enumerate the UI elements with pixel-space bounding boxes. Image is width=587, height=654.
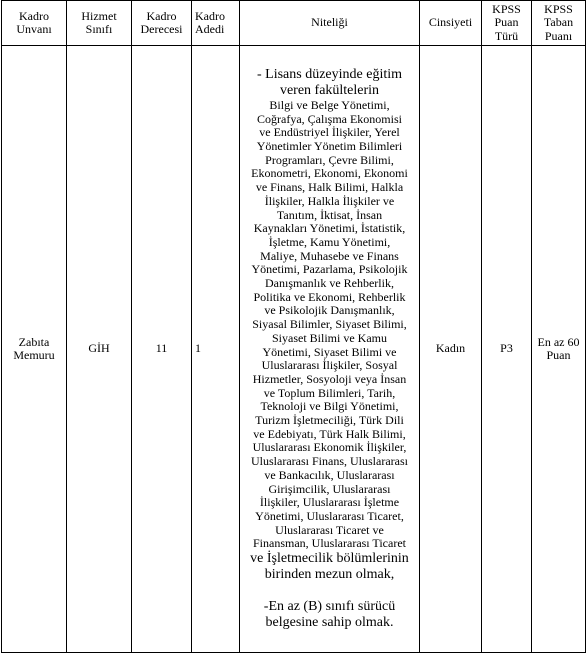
niteligi-body-line: Bilgi ve Belge Yönetimi, bbox=[269, 97, 390, 112]
niteligi-license bbox=[243, 599, 416, 631]
niteligi-closing-line: birinden mezun olmak, bbox=[264, 567, 395, 583]
niteligi-body-line: İlişkiler, Halkla İlişkiler ve bbox=[264, 193, 395, 208]
cell-kpss-taban-puani: En az 60 Puan bbox=[532, 46, 586, 653]
cell-niteligi bbox=[240, 46, 420, 653]
niteligi-body-line: ve Endüstriyel İlişkiler, Yerel bbox=[259, 125, 400, 140]
niteligi-intro bbox=[243, 67, 416, 99]
niteligi-body bbox=[243, 99, 416, 551]
niteligi-body-line: Teknoloji ve Bilgi Yönetimi, bbox=[260, 399, 399, 414]
niteligi-body-line: Hizmetler, Sosyoloji veya İnsan bbox=[252, 371, 407, 386]
niteligi-license-line: belgesine sahip olmak. bbox=[265, 615, 394, 631]
niteligi-body-line: Uluslararası İlişkiler, Sosyal bbox=[261, 358, 398, 373]
niteligi-body-line: İşletme, Kamu Yönetimi, bbox=[268, 234, 391, 249]
table-row bbox=[2, 46, 586, 653]
niteligi-body-line: ve Toplum Bilimleri, Tarih, bbox=[263, 385, 396, 400]
header-kadro-unvani: Kadro Unvanı bbox=[2, 1, 67, 46]
niteligi-body-line: Yönetimi, Pazarlama, Psikolojik bbox=[251, 262, 408, 277]
header-kpss-taban-puani: KPSS Taban Puanı bbox=[532, 1, 586, 46]
niteligi-body-line: Coğrafya, Çalışma Ekonomisi bbox=[257, 111, 402, 126]
cell-kadro-adedi: 1 bbox=[192, 46, 240, 653]
niteligi-body-line: Finansman, Uluslararası Ticaret bbox=[253, 536, 406, 551]
header-kadro-adedi: Kadro Adedi bbox=[192, 1, 240, 46]
niteligi-intro-line: veren fakültelerin bbox=[279, 82, 380, 98]
niteligi-body-line: Danışmanlık ve Rehberlik, bbox=[265, 276, 394, 291]
niteligi-body-line: İlişkiler, Uluslararası İşletme bbox=[259, 495, 400, 510]
niteligi-body-line: Uluslararası Finans, Uluslararası bbox=[251, 454, 408, 469]
niteligi-body-line: Yönetimi, Uluslararası Ticaret, bbox=[255, 508, 404, 523]
niteligi-body-line: Politika ve Ekonomi, Rehberlik bbox=[253, 289, 406, 304]
niteligi-body-line: Kaynakları Yönetimi, İstatistik, bbox=[253, 221, 406, 236]
niteligi-body-line: Siyaset Bilimi ve Kamu bbox=[272, 330, 387, 345]
cell-kpss-puan-turu: P3 bbox=[482, 46, 532, 653]
niteligi-license-line: -En az (B) sınıfı sürücü bbox=[263, 599, 396, 615]
header-kadro-derecesi: Kadro Derecesi bbox=[132, 1, 192, 46]
niteligi-body-line: Yönetimi, Siyaset Bilimi ve bbox=[262, 344, 397, 359]
niteligi-body-line: Uluslararası Ticaret ve bbox=[275, 522, 384, 537]
niteligi-body-line: Maliye, Muhasebe ve Finans bbox=[260, 248, 399, 263]
niteligi-body-line: Programları, Çevre Bilimi, bbox=[265, 152, 394, 167]
header-hizmet-sinifi: Hizmet Sınıfı bbox=[67, 1, 132, 46]
header-row bbox=[2, 1, 586, 46]
niteligi-body-line: ve Finans, Halk Bilimi, Halkla bbox=[255, 180, 404, 195]
niteligi-body-line: Tanıtım, İktisat, İnsan bbox=[276, 207, 383, 222]
cell-kadro-unvani: Zabıta Memuru bbox=[2, 46, 67, 653]
niteligi-body-line: Ekonometri, Ekonomi, Ekonomi bbox=[251, 166, 408, 181]
niteligi-body-line: ve Psikolojik Danışmanlık, bbox=[264, 303, 395, 318]
niteligi-spacer bbox=[243, 583, 416, 599]
niteligi-body-line: ve Bankacılık, Uluslararası bbox=[264, 467, 395, 482]
header-niteligi: Niteliği bbox=[240, 1, 420, 46]
niteligi-body-line: Girişimcilik, Uluslararası bbox=[268, 481, 391, 496]
cell-kadro-derecesi: 11 bbox=[132, 46, 192, 653]
header-cinsiyeti: Cinsiyeti bbox=[420, 1, 482, 46]
kadro-table bbox=[1, 0, 586, 653]
niteligi-closing bbox=[243, 551, 416, 583]
niteligi-body-line: Uluslararası Ekonomik İlişkiler, bbox=[252, 440, 407, 455]
niteligi-closing-line: ve İşletmecilik bölümlerinin bbox=[250, 551, 409, 567]
niteligi-body-line: Turizm İşletmeciliği, Türk Dili bbox=[255, 413, 404, 428]
cell-cinsiyeti: Kadın bbox=[420, 46, 482, 653]
niteligi-intro-line: - Lisans düzeyinde eğitim bbox=[256, 66, 403, 82]
header-kpss-puan-turu: KPSS Puan Türü bbox=[482, 1, 532, 46]
niteligi-body-line: Siyasal Bilimler, Siyaset Bilimi, bbox=[252, 317, 407, 332]
niteligi-body-line: Yönetimler Yönetim Bilimleri bbox=[256, 139, 403, 153]
cell-hizmet-sinifi: GİH bbox=[67, 46, 132, 653]
niteligi-body-line: ve Edebiyatı, Türk Halk Bilimi, bbox=[253, 426, 406, 441]
